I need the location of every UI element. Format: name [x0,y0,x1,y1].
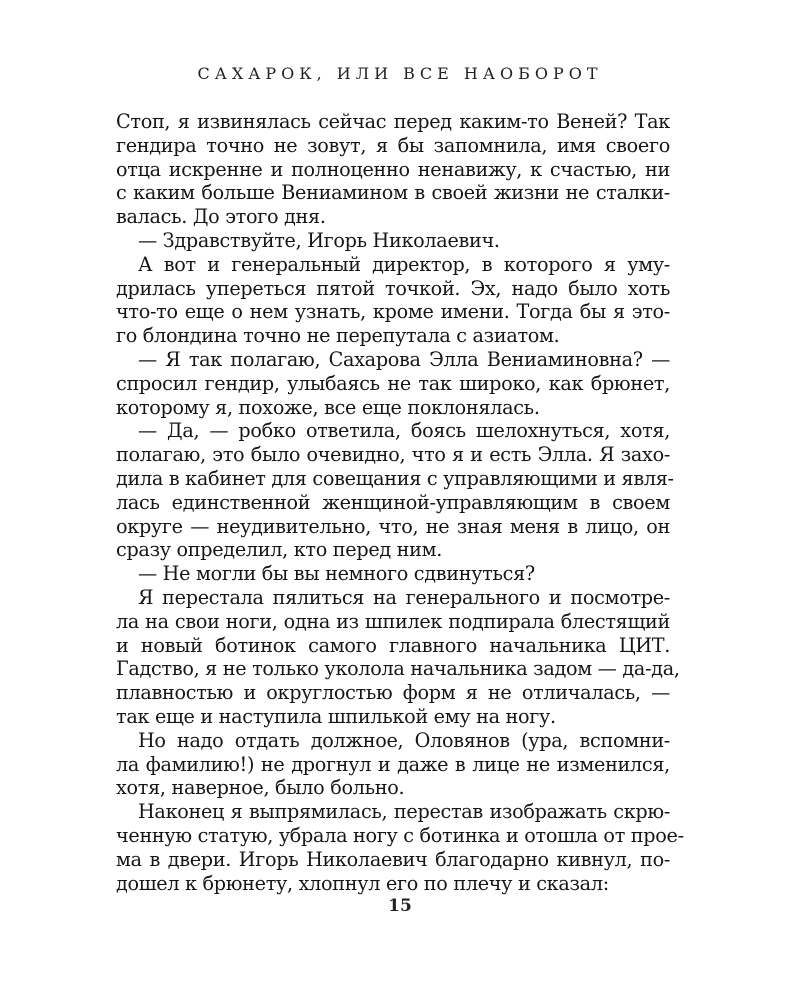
text-line: с каким больше Вениамином в своей жизни не сталки- [116,181,670,205]
text-line: Гадство, я не только уколола начальника задом — да-да, [116,657,680,681]
text-line: дила в кабинет для совещания с управляющими и явля- [116,466,674,490]
text-line: — Я так полагаю, Сахарова Элла Вениаминовна? — [138,347,670,371]
text-line: сразу определил, кто перед ним. [116,538,443,562]
running-head: САХАРОК, ИЛИ ВСЕ НАОБОРОТ [197,64,603,83]
page-body-text [116,110,684,895]
text-line: спросил гендир, улыбаясь не так широко, как брюнет, [116,371,670,395]
text-line: и новый ботинок самого главного начальника ЦИТ. [116,633,670,657]
text-line: гендира точно не зовут, я бы запомнила, имя своего [116,133,670,157]
text-line: Но надо отдать должное, Оловянов (ура, вспомни- [138,728,670,752]
page-number: 15 [388,896,412,916]
text-line: ла на свои ноги, одна из шпилек подпирала блестящий [116,609,670,633]
text-line: — Не могли бы вы немного сдвинуться? [138,562,535,586]
text-line: Стоп, я извинялась сейчас перед каким-то Веней? Так [116,110,670,133]
text-line: плавностью и округлостью форм я не отличалась, — [116,681,670,705]
text-line: которому я, похоже, все еще поклонялась. [116,395,540,419]
text-line: Я перестала пялиться на генерального и посмотре- [138,585,670,609]
text-line: отца искренне и полноценно ненавижу, к счастью, ни [116,157,670,181]
text-line: что-то еще о нем узнать, кроме имени. Тогда бы я это- [116,300,670,324]
text-line: — Да, — робко ответила, боясь шелохнуться, хотя, [138,419,670,443]
text-line: полагаю, это было очевидно, что я и есть Элла. Я захо- [116,443,670,467]
text-line: лась единственной женщиной-управляющим в своем [116,490,670,514]
text-line: — Здравствуйте, Игорь Николаевич. [138,228,500,252]
text-line: ма в двери. Игорь Николаевич благодарно кивнул, по- [116,847,670,871]
text-line: А вот и генеральный директор, в которого я уму- [138,252,670,276]
text-line: ла фамилию!) не дрогнул и даже в лице не изменился, [116,752,670,776]
text-line: ченную статую, убрала ногу с ботинка и отошла от прое- [116,823,684,847]
text-line: хотя, наверное, было больно. [116,776,405,800]
text-line: дошел к брюнету, хлопнул его по плечу и сказал: [116,871,609,895]
text-line: Наконец я выпрямилась, перестав изображать скрю- [138,800,670,824]
text-line: валась. До этого дня. [116,205,326,229]
text-line: го блондина точно не перепутала с азиатом. [116,324,560,348]
text-line: так еще и наступила шпилькой ему на ногу. [116,704,556,728]
text-line: округе — неудивительно, что, не зная меня в лицо, он [116,514,670,538]
text-line: дрилась упереться пятой точкой. Эх, надо было хоть [116,276,670,300]
